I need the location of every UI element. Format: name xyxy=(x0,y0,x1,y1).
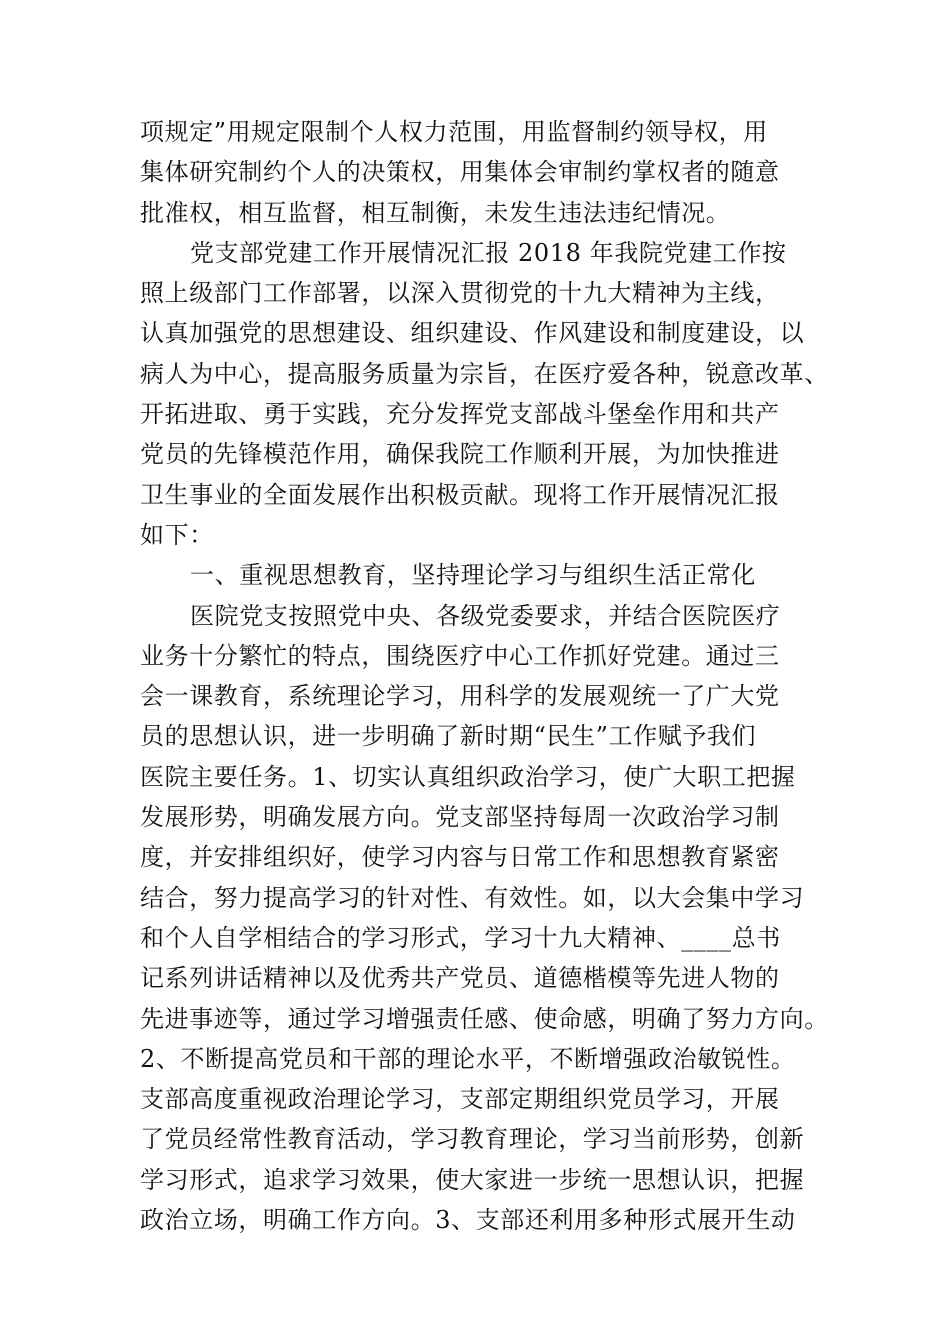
text-line: 党员的先锋模范作用，确保我院工作顺利开展，为加快推进 xyxy=(140,440,780,469)
text-line: 员的思想认识，进一步明确了新时期“民生”工作赋予我们 xyxy=(140,722,757,751)
text-line: 如下： xyxy=(140,520,214,549)
text-line: 照上级部门工作部署，以深入贯彻党的十九大精神为主线， xyxy=(140,279,780,308)
body-text xyxy=(140,112,829,1240)
text-line: 先进事迹等，通过学习增强责任感、使命感，明确了努力方向。 xyxy=(140,1004,829,1033)
text-line: 度，并安排组织好，使学习内容与日常工作和思想教育紧密 xyxy=(140,843,780,872)
text-line: 开拓进取、勇于实践，充分发挥党支部战斗堡垒作用和共产 xyxy=(140,400,780,429)
paragraph-start-line: 医院党支按照党中央、各级党委要求，并结合医院医疗 xyxy=(190,601,781,630)
text-line: 医院主要任务。1、切实认真组织政治学习，使广大职工把握 xyxy=(140,762,796,791)
text-line: 政治立场，明确工作方向。3、支部还利用多种形式展开生动 xyxy=(140,1206,796,1235)
text-line: 病人为中心，提高服务质量为宗旨，在医疗爱各种，锐意改革、 xyxy=(140,359,829,388)
text-line: 支部高度重视政治理论学习，支部定期组织党员学习，开展 xyxy=(140,1085,780,1114)
paragraph-start-line: 党支部党建工作开展情况汇报 2018 年我院党建工作按 xyxy=(190,238,787,267)
text-line: 集体研究制约个人的决策权，用集体会审制约掌权者的随意 xyxy=(140,158,780,187)
text-line: 了党员经常性教育活动，学习教育理论，学习当前形势，创新 xyxy=(140,1125,805,1154)
text-line: 2、不断提高党员和干部的理论水平，不断增强政治敏锐性。 xyxy=(140,1044,796,1073)
section-heading: 一、重视思想教育，坚持理论学习与组织生活正常化 xyxy=(190,561,756,590)
text-line: 和个人自学相结合的学习形式，学习十九大精神、____总书 xyxy=(140,923,781,952)
text-line: 会一课教育，系统理论学习，用科学的发展观统一了广大党 xyxy=(140,682,780,711)
text-line: 发展形势，明确发展方向。党支部坚持每周一次政治学习制 xyxy=(140,803,780,832)
text-line: 批准权，相互监督，相互制衡，未发生违法违纪情况。 xyxy=(140,198,731,227)
text-line: 项规定”用规定限制个人权力范围，用监督制约领导权，用 xyxy=(140,118,768,146)
text-line: 记系列讲话精神以及优秀共产党员、道德楷模等先进人物的 xyxy=(140,964,780,993)
text-line: 学习形式，追求学习效果，使大家进一步统一思想认识，把握 xyxy=(140,1165,805,1194)
text-line: 认真加强党的思想建设、组织建设、作风建设和制度建设，以 xyxy=(140,319,805,348)
text-line: 结合，努力提高学习的针对性、有效性。如，以大会集中学习 xyxy=(140,883,805,912)
text-line: 业务十分繁忙的特点，围绕医疗中心工作抓好党建。通过三 xyxy=(140,641,780,670)
text-line: 卫生事业的全面发展作出积极贡献。现将工作开展情况汇报 xyxy=(140,480,780,509)
